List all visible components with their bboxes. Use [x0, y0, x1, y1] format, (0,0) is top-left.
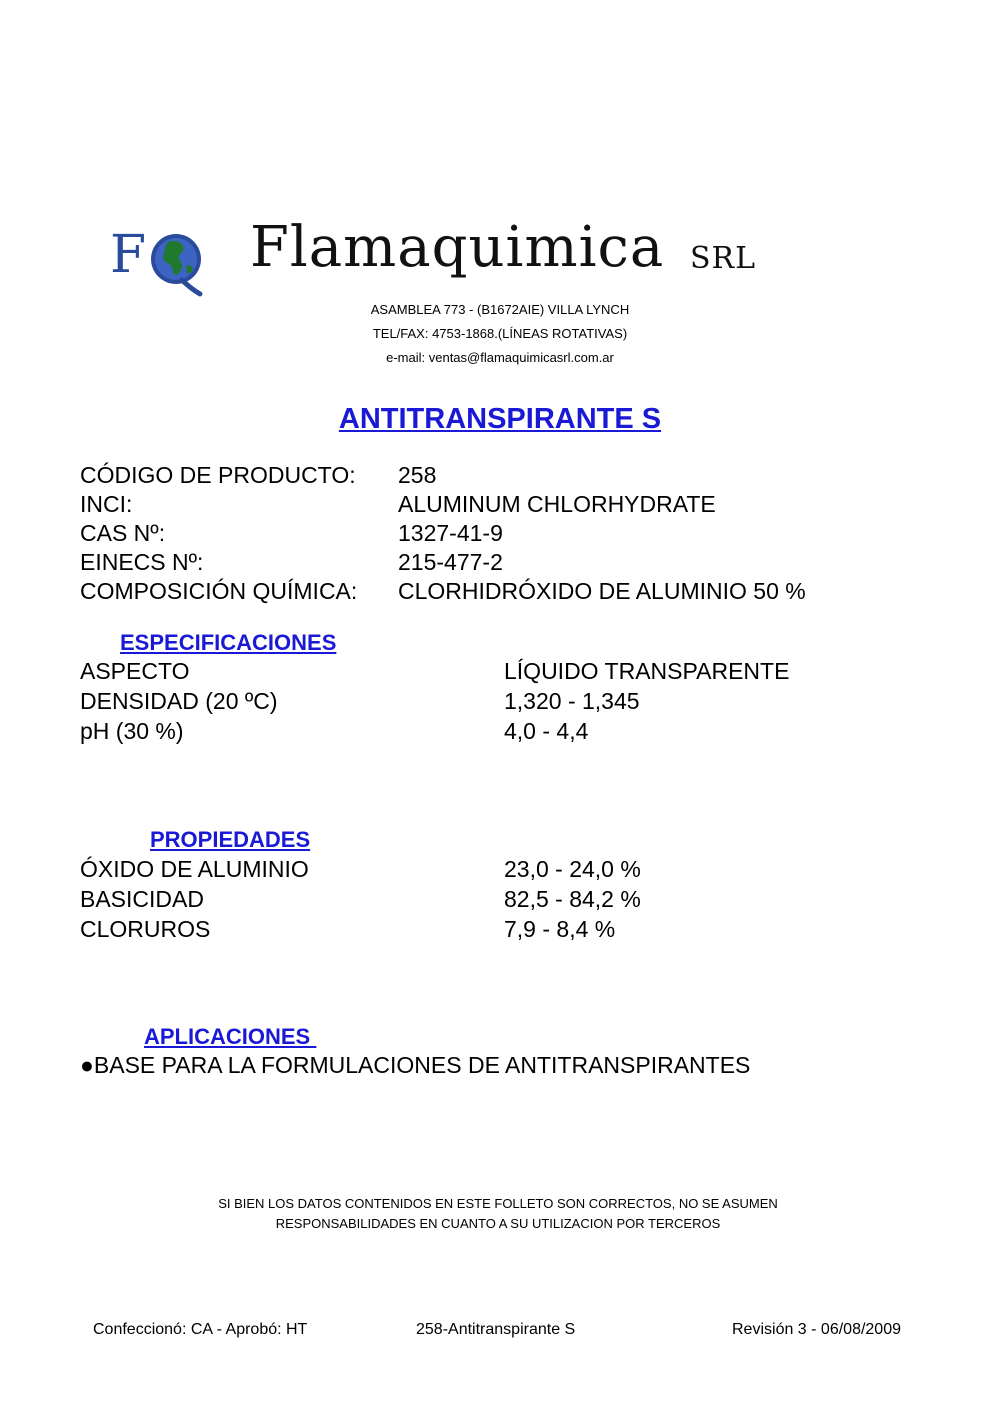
logo-letter-f: F: [110, 225, 147, 285]
spec-value-density: 1,320 - 1,345: [504, 688, 640, 714]
cas-value: 1327-41-9: [398, 520, 503, 546]
prop-label-basicity: BASICIDAD: [80, 886, 204, 912]
properties-heading: PROPIEDADES: [150, 827, 311, 852]
product-code-value: 258: [398, 462, 437, 488]
prop-value-aluminum-oxide: 23,0 - 24,0 %: [504, 856, 641, 882]
spec-label-ph: pH (30 %): [80, 718, 184, 744]
company-phone: TEL/FAX: 4753-1868.(LÍNEAS ROTATIVAS): [372, 326, 628, 341]
specifications-heading: ESPECIFICACIONES: [120, 630, 337, 655]
footer-document-name: 258-Antitranspirante S: [416, 1321, 576, 1338]
inci-value: ALUMINUM CHLORHYDRATE: [398, 491, 716, 517]
einecs-value: 215-477-2: [398, 549, 503, 575]
einecs-label: EINECS Nº:: [80, 549, 204, 575]
prop-label-chlorides: CLORUROS: [80, 916, 211, 942]
footer-approval: Confeccionó: CA - Aprobó: HT: [93, 1321, 308, 1338]
footer-revision: Revisión 3 - 06/08/2009: [732, 1321, 901, 1338]
company-name: Flamaquimica: [250, 215, 665, 280]
spec-label-density: DENSIDAD (20 ºC): [80, 688, 278, 714]
prop-value-basicity: 82,5 - 84,2 %: [504, 886, 641, 912]
composition-label: COMPOSICIÓN QUÍMICA:: [80, 578, 358, 604]
spec-value-ph: 4,0 - 4,4: [504, 718, 589, 744]
spec-value-aspect: LÍQUIDO TRANSPARENTE: [504, 658, 790, 684]
globe-icon: [151, 234, 201, 294]
product-title: ANTITRANSPIRANTE S: [338, 403, 662, 435]
company-address: ASAMBLEA 773 - (B1672AIE) VILLA LYNCH: [370, 302, 630, 317]
cas-label: CAS Nº:: [80, 520, 166, 546]
disclaimer-line-2: RESPONSABILIDADES EN CUANTO A SU UTILIZACION POR TERCEROS: [275, 1216, 721, 1231]
application-item: ●BASE PARA LA FORMULACIONES DE ANTITRANSPIRANTES: [80, 1052, 751, 1078]
company-email: e-mail: ventas@flamaquimicasrl.com.ar: [386, 350, 614, 365]
applications-heading: APLICACIONES: [144, 1024, 317, 1049]
spec-label-aspect: ASPECTO: [80, 658, 190, 684]
company-suffix: SRL: [690, 241, 757, 276]
prop-label-aluminum-oxide: ÓXIDO DE ALUMINIO: [80, 856, 309, 882]
company-logo: [108, 222, 208, 300]
disclaimer-line-1: SI BIEN LOS DATOS CONTENIDOS EN ESTE FOLLETO SON CORRECTOS, NO SE ASUMEN: [218, 1196, 778, 1211]
product-code-label: CÓDIGO DE PRODUCTO:: [80, 462, 356, 488]
inci-label: INCI:: [80, 491, 133, 517]
composition-value: CLORHIDRÓXIDO DE ALUMINIO 50 %: [398, 578, 806, 604]
prop-value-chlorides: 7,9 - 8,4 %: [504, 916, 616, 942]
